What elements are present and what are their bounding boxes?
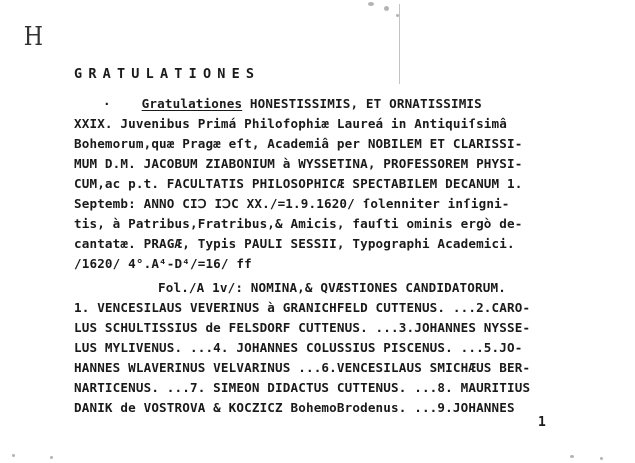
text-line-1: · Gratulationes HONESTISSIMIS, ET ORNATISSIMIS [103, 96, 482, 111]
title-word: Gratulationes [141, 96, 243, 111]
text-line-7: tis, à Patribus,Fratribus,& Amicis, fauſti ominis ergò de- [74, 216, 523, 231]
text-line-8: cantatæ. PRAGÆ, Typis PAULI SESSII, Typographi Academici. [74, 236, 515, 251]
text-line-14: LUS MYLIVENUS. ...4. JOHANNES COLUSSIUS PISCENUS. ...5.JO- [74, 340, 523, 355]
scan-smudge [600, 457, 603, 460]
text-line-15: HANNES WLAVERINUS VELVARINUS ...6.VENCESILAUS SMICHÆUS BER- [74, 360, 531, 375]
card-heading: GRATULATIONES [74, 66, 261, 82]
page-number: 1 [538, 415, 546, 430]
text-line-11: Fol./A 1v/: NOMINA,& QVÆSTIONES CANDIDATORUM. [158, 280, 506, 295]
scan-smudge [384, 6, 389, 11]
text-line-13: LUS SCHULTISSIUS de FELSDORF CUTTENUS. ...3.JOHANNES NYSSE- [74, 320, 531, 335]
text-line-12: 1. VENCESILAUS VEVERINUS à GRANICHFELD CUTTENUS. ...2.CARO- [74, 300, 531, 315]
text-line-6: Septemb: ANNO CIↃ IↃC XX./=1.9.1620/ ſolenniter inſigni- [74, 196, 510, 211]
text-line-4: MUM D.M. JACOBUM ZIABONIUM à WYSSETINA, PROFESSOREM PHYSI- [74, 156, 523, 171]
text-line-16: NARTICENUS. ...7. SIMEON DIDACTUS CUTTENUS. ...8. MAURITIUS [74, 380, 531, 395]
scan-smudge [368, 2, 374, 6]
text-line-9: /1620/ 4°.A⁴-D⁴/=16/ ff [74, 256, 252, 271]
text-line-17: DANIK de VOSTROVA & KOCZICZ BohemoBrodenus. ...9.JOHANNES [74, 400, 515, 415]
scan-smudge [12, 454, 15, 457]
text-line-2: XXIX. Juvenibus Primá Philofophiæ Laureá in Antiquiſsimâ [74, 116, 507, 131]
handwritten-corner-mark: H [23, 22, 43, 52]
scan-fold-line [399, 4, 400, 84]
scan-smudge [570, 455, 574, 458]
scan-smudge [50, 456, 53, 459]
text-line-5: CUM,ac p.t. FACULTATIS PHILOSOPHICÆ SPECTABILEM DECANUM 1. [74, 176, 523, 191]
title-rest: HONESTISSIMIS, ET ORNATISSIMIS [242, 96, 482, 111]
text-line-3: Bohemorum,quæ Pragæ eſt, Academiâ per NOBILEM ET CLARISSI- [74, 136, 523, 151]
